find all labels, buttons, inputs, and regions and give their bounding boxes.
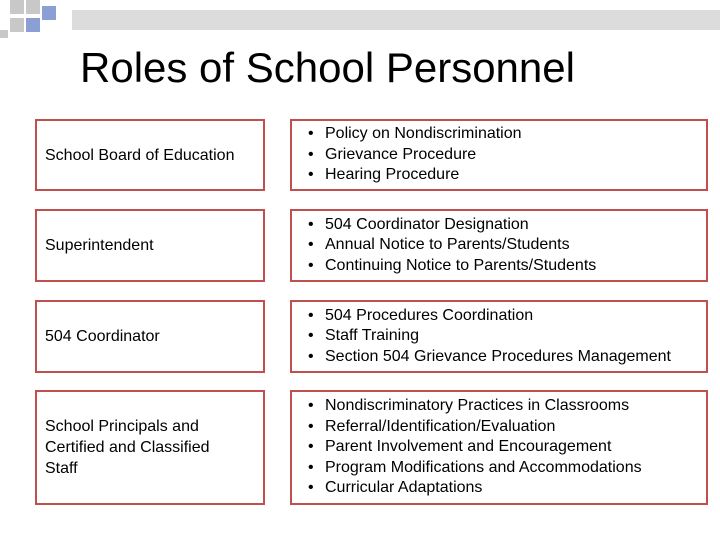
corner-decoration [0, 0, 720, 40]
role-label-coordinator [35, 300, 265, 373]
decor-square [26, 0, 40, 14]
list-item: • 504 Procedures Coordination [308, 306, 706, 327]
page-title: Roles of School Personnel [80, 44, 575, 91]
bullet-icon: • [308, 397, 314, 415]
bullet-icon: • [308, 256, 314, 274]
list-item: • Staff Training [308, 326, 706, 347]
list-item: • Policy on Nondiscrimination [308, 124, 706, 145]
list-item: • Section 504 Grievance Procedures Management [308, 347, 706, 368]
header-band [72, 10, 720, 30]
decor-square [42, 6, 56, 20]
bullet-icon: • [308, 417, 314, 435]
list-item: • Referral/Identification/Evaluation [308, 417, 706, 438]
role-label-text: School Principals and Certified and Classified Staff [45, 418, 210, 477]
role-label-superintendent [35, 209, 265, 282]
list-item: • Nondiscriminatory Practices in Classrooms [308, 396, 706, 417]
bullet-icon: • [308, 458, 314, 476]
list-item: • Grievance Procedure [308, 145, 706, 166]
role-duties-coordinator [290, 300, 708, 373]
bullet-icon: • [308, 145, 314, 163]
decor-square [10, 0, 24, 14]
role-label-text: 504 Coordinator [45, 328, 160, 345]
bullet-icon: • [308, 215, 314, 233]
list-item: • 504 Coordinator Designation [308, 215, 706, 236]
bullet-icon: • [308, 125, 314, 143]
role-duties-board [290, 119, 708, 191]
role-label-text: Superintendent [45, 237, 154, 254]
bullet-icon: • [308, 347, 314, 365]
bullet-icon: • [308, 236, 314, 254]
bullet-icon: • [308, 438, 314, 456]
list-item: • Continuing Notice to Parents/Students [308, 256, 706, 277]
list-item: • Hearing Procedure [308, 165, 706, 186]
list-item: • Program Modifications and Accommodations [308, 458, 706, 479]
bullet-icon: • [308, 306, 314, 324]
role-label-text: School Board of Education [45, 146, 235, 164]
list-item: • Curricular Adaptations [308, 478, 706, 499]
decor-square [10, 18, 24, 32]
bullet-icon: • [308, 166, 314, 184]
bullet-icon: • [308, 479, 314, 497]
role-label-board [35, 119, 265, 191]
role-label-staff [35, 390, 265, 505]
list-item: • Annual Notice to Parents/Students [308, 235, 706, 256]
list-item: • Parent Involvement and Encouragement [308, 437, 706, 458]
decor-square [0, 30, 8, 38]
role-duties-staff [290, 390, 708, 505]
role-duties-superintendent [290, 209, 708, 282]
decor-square [26, 18, 40, 32]
bullet-icon: • [308, 327, 314, 345]
